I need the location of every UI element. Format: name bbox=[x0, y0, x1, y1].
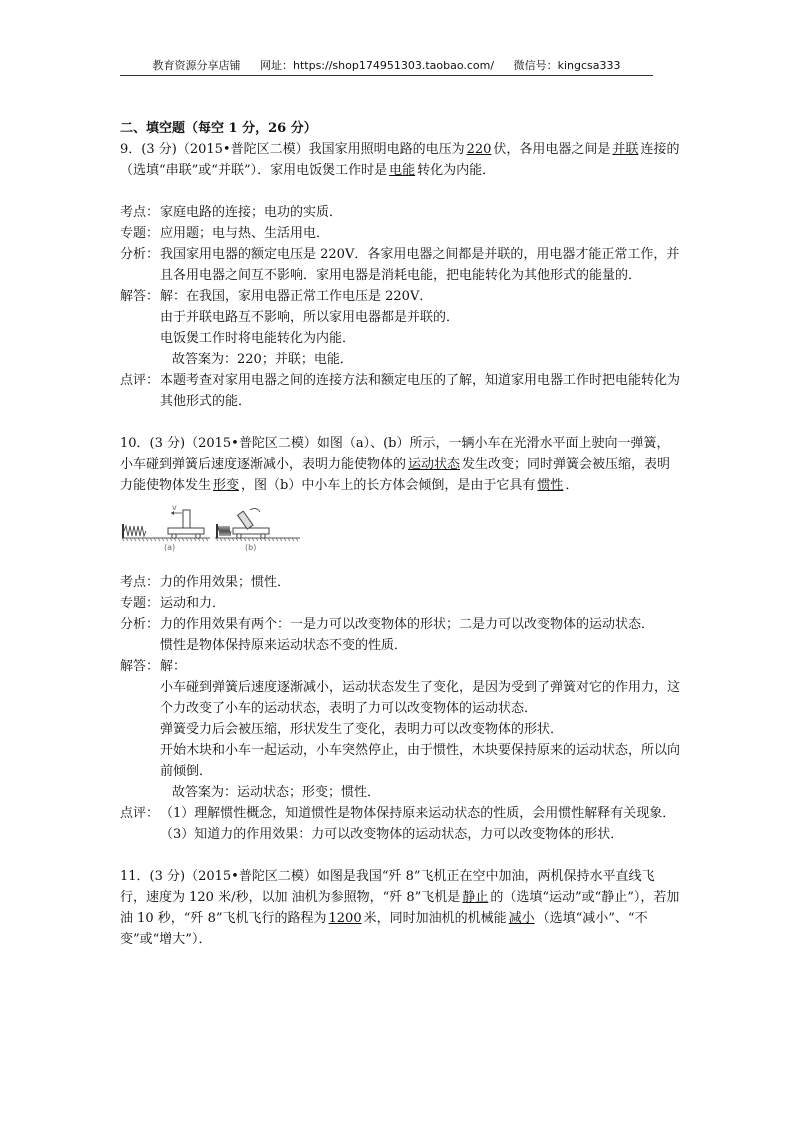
dianping-row: 点评： （1）理解惯性概念，知道惯性是物体保持原来运动状态的性质，会用惯性解释有关现象． bbox=[120, 806, 676, 821]
header-shop: 教育资源分享店铺 bbox=[152, 59, 241, 72]
header-wechat: 微信号：kingcsa333 bbox=[513, 59, 621, 72]
section-title: 二、填空题（每空 1 分，26 分） bbox=[120, 121, 317, 136]
answer-blank: 减小 bbox=[508, 911, 535, 926]
fenxi-row: 分析： 我国家用电器的额定电压是 220V．各家用电器之间都是并联的，用电器才能正常工作，并且各用电器之间互不影响．家用电器是消耗电能，把电能转化为其他形式的能量的． bbox=[120, 247, 680, 283]
dianping-row: 点评： 本题考查对家用电器之间的连接方法和额定电压的了解，知道家用电器工作时把电能转化为其他形式的能． bbox=[120, 373, 681, 409]
figure-a bbox=[122, 503, 210, 552]
document-body bbox=[120, 118, 680, 950]
answer-blank: 并联 bbox=[612, 142, 639, 157]
jieda-answer: 故答案为：运动状态；形变；惯性． bbox=[172, 785, 381, 800]
question-9: 9．(3 分)（2015•普陀区二模）我国家用照明电路的电压为 220 伏，各用电器之间是 并联 连接的（选填“串联”或“并联”）．家用电饭煲工作时是 电能 转化为内能． bbox=[120, 142, 680, 178]
answer-blank: 220 bbox=[466, 142, 492, 157]
jieda-line: 小车碰到弹簧后速度逐渐减小，运动状态发生了变化，是因为受到了弹簧对它的作用力，这个力改变了小车的运动状态，表明了力可以改变物体的运动状态． bbox=[160, 680, 681, 716]
fenxi-line: 惯性是物体保持原来运动状态不变的性质． bbox=[160, 638, 408, 653]
jieda-line: 由于并联电路互不影响，所以家用电器都是并联的． bbox=[160, 310, 460, 325]
jieda-line: 弹簧受力后会被压缩，形状发生了变化，表明力可以改变物体的形状． bbox=[160, 722, 564, 737]
question-10: 10．(3 分)（2015•普陀区二模）如图（a）、(b）所示，一辆小车在光滑水平面上驶向一弹簧，小车碰到弹簧后速度逐渐减小，表明力能使物体的 运动状态 发生改变；同时弹簧会被压缩，表明力能使物体发生 形变 ，图（b）中小车上的长方体会倾倒，是由于它具有 惯性 ． bbox=[120, 436, 671, 493]
jieda-row: 解答： 解：在我国，家用电器正常工作电压是 220V． bbox=[120, 289, 433, 304]
zhuanti-row: 专题： 应用题；电与热、生活用电． bbox=[120, 226, 330, 241]
dianping-line: （3）知道力的作用效果：力可以改变物体的运动状态，力可以改变物体的形状． bbox=[160, 827, 624, 842]
answer-blank: 惯性 bbox=[537, 478, 564, 493]
answer-blank: 运动状态 bbox=[408, 457, 461, 472]
zhuanti-row: 专题： 运动和力． bbox=[120, 596, 226, 611]
jieda-row: 解答： 解： bbox=[120, 659, 187, 674]
fenxi-row: 分析： 力的作用效果有两个：一是力可以改变物体的形状；二是力可以改变物体的运动状态． bbox=[120, 617, 655, 632]
kaodian-row: 考点： 家庭电路的连接；电功的实质． bbox=[120, 205, 343, 220]
answer-blank: 1200 bbox=[328, 911, 362, 926]
svg-text:v: v bbox=[172, 503, 177, 512]
answer-blank: 静止 bbox=[462, 890, 489, 905]
kaodian-row: 考点： 力的作用效果；惯性． bbox=[120, 575, 291, 590]
page-header bbox=[120, 57, 653, 76]
header-url[interactable]: 网址：https://shop174951303.taobao.com/ bbox=[260, 59, 495, 72]
jieda-answer: 故答案为：220；并联；电能． bbox=[172, 352, 353, 367]
answer-blank: 形变 bbox=[213, 478, 240, 493]
jieda-line: 电饭煲工作时将电能转化为内能． bbox=[160, 331, 356, 346]
jieda-line: 开始木块和小车一起运动，小车突然停止，由于惯性，木块要保持原来的运动状态，所以向前倾倒． bbox=[160, 743, 681, 779]
answer-blank: 电能 bbox=[389, 163, 416, 178]
figure-b bbox=[215, 508, 300, 552]
question-11: 11．(3 分)（2015•普陀区二模）如图是我国“歼 8”飞机正在空中加油，两机保持水平直线飞行，速度为 120 米/秒，以加 油机为参照物，“歼 8”飞机是 静止 的（选填“运动”或“静止”），若加油 10 秒，“歼 8”飞机飞行的路程为 1200 米，同时加油机的机械能 减小 （选填“减小”、“不变”或“增大”）． bbox=[120, 869, 680, 947]
svg-text:(a): (a) bbox=[164, 543, 176, 552]
cart-spring-figure bbox=[120, 502, 310, 564]
svg-text:(b): (b) bbox=[245, 543, 257, 552]
